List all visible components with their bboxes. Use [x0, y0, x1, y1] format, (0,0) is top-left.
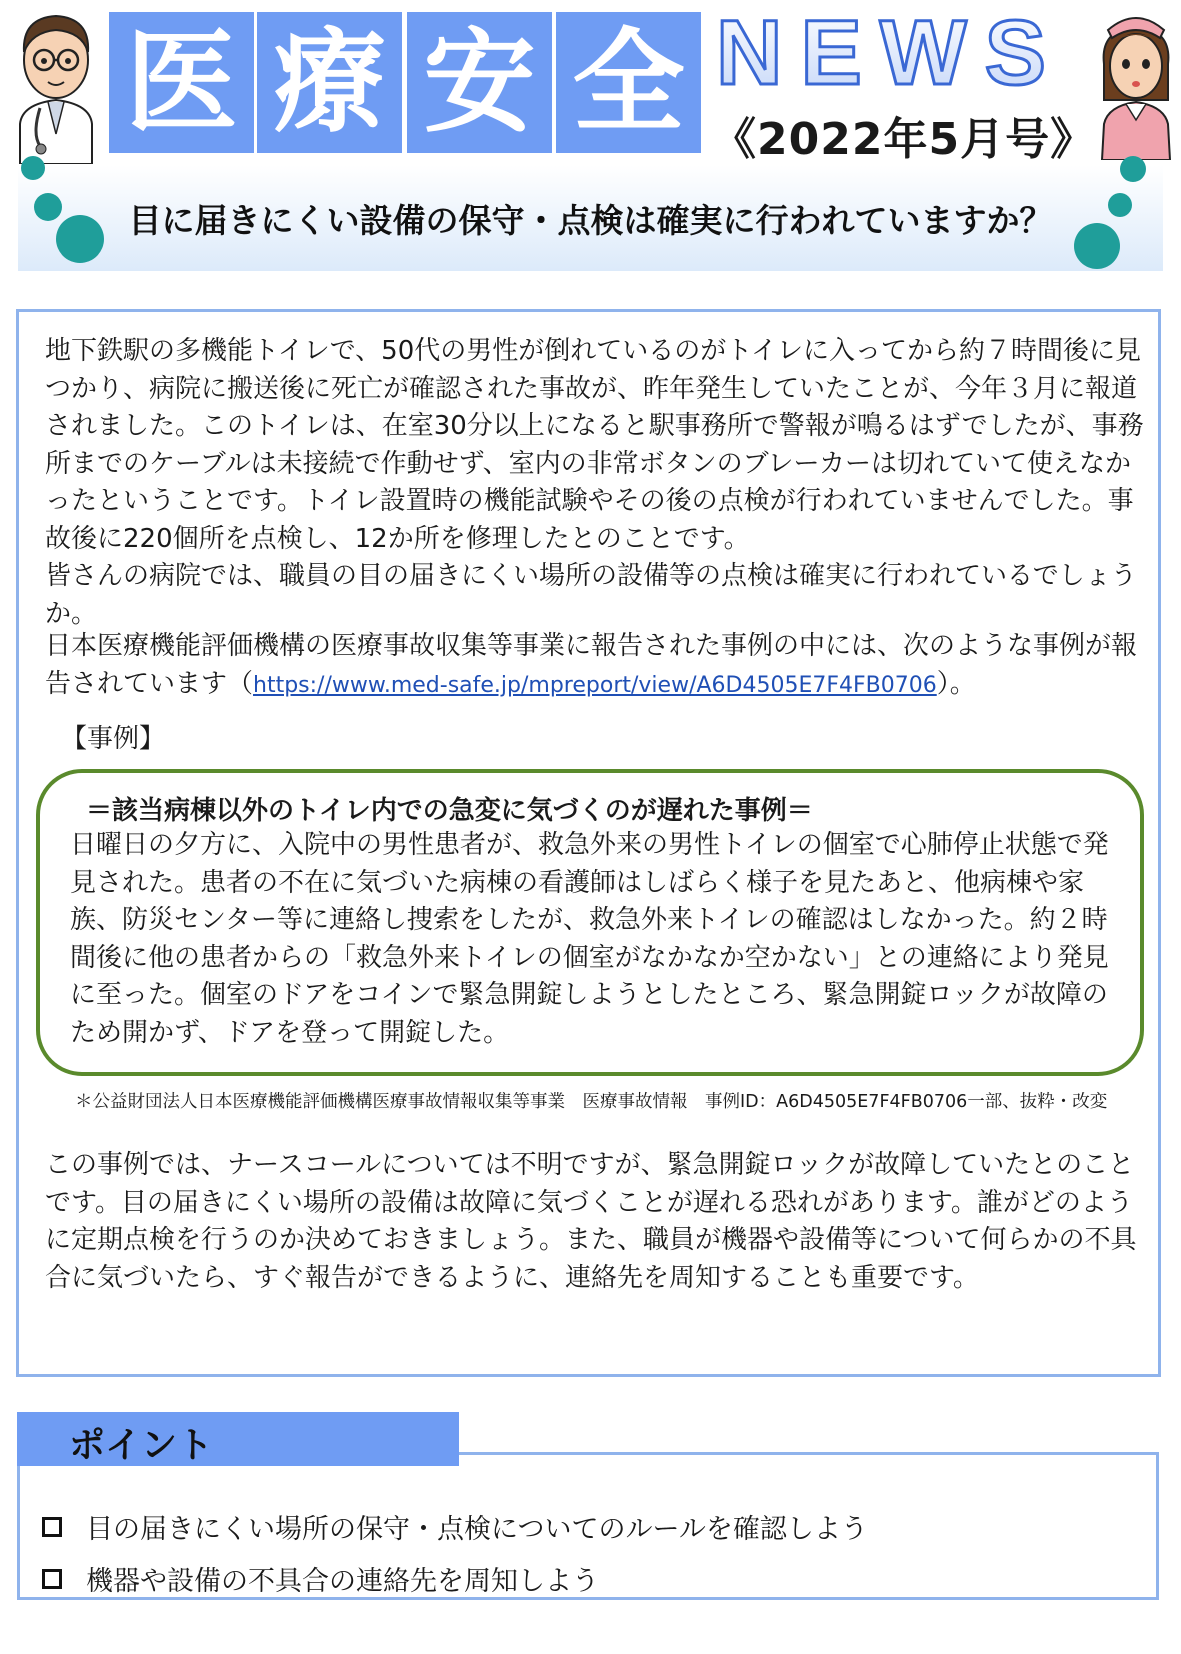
report-tail: ）。 — [936, 668, 976, 699]
title-kanji: 全 — [572, 17, 685, 148]
title-kanji-box — [257, 12, 402, 153]
point-tab — [17, 1412, 459, 1466]
title-kanji-box — [407, 12, 552, 153]
newsletter-header — [0, 0, 1181, 170]
point-text: 機器や設備の不具合の連絡先を周知しよう — [86, 1566, 599, 1597]
intro-question: 皆さんの病院では、職員の目の届きにくい場所の設備等の点検は確実に行われているでしょうか。 — [45, 561, 1137, 629]
report-paragraph — [45, 628, 1145, 704]
point-item — [42, 1559, 599, 1598]
teal-dot-decoration — [21, 156, 45, 180]
case-title: ＝該当病棟以外のトイレ内での急変に気づくのが遅れた事例＝ — [86, 796, 813, 826]
intro-paragraph — [45, 333, 1145, 633]
headline: 目に届きにくい設備の保守・点検は確実に行われていますか？ — [128, 201, 1053, 240]
title-kanji-box — [556, 12, 701, 153]
case-label: 【事例】 — [61, 724, 166, 754]
title-kanji-box — [109, 12, 254, 153]
point-heading: ポイント — [69, 1425, 214, 1466]
title-kanji: 安 — [423, 17, 536, 148]
report-lead: 日本医療機能評価機構の医療事故収集等事業に報告された事例の中には、次のような事例が報告されています（ — [45, 631, 1138, 699]
article-box — [16, 309, 1161, 1377]
point-item — [42, 1507, 868, 1546]
title-kanji: 医 — [125, 17, 238, 148]
checkbox-icon — [42, 1569, 62, 1589]
doctor-illustration-icon — [10, 4, 102, 164]
point-box — [17, 1452, 1159, 1600]
headline-band — [18, 165, 1163, 271]
teal-dot-decoration — [1120, 156, 1146, 182]
case-report-link[interactable]: https://www.med-safe.jp/mpreport/view/A6D4505E7F4FB0706 — [253, 672, 937, 698]
point-text: 目の届きにくい場所の保守・点検についてのルールを確認しよう — [86, 1514, 868, 1545]
nurse-illustration-icon — [1094, 4, 1178, 160]
case-body: 日曜日の夕方に、入院中の男性患者が、救急外来の男性トイレの個室で心肺停止状態で発見された。患者の不在に気づいた病棟の看護師はしばらく様子を見たあと、他病棟や家族、防災センター等に連絡し捜索をしたが、救急外来トイレの確認はしなかった。約２時間後に他の患者からの「救急外来トイレの個室がなかなか空かない」との連絡により発見に至った。個室のドアをコインで緊急開錠しようとしたところ、緊急開錠ロックが故障のため開かず、ドアを登って開錠した。 — [70, 830, 1109, 1048]
intro-text: 地下鉄駅の多機能トイレで、50代の男性が倒れているのがトイレに入ってから約７時間後に見つかり、病院に搬送後に死亡が確認された事故が、昨年発生していたことが、今年３月に報道されました。このトイレは、在室30分以上になると駅事務所で警報が鳴るはずでしたが、事務所までのケーブルは未接続で作動せず、室内の非常ボタンのブレーカーは切れていて使えなかったということです。トイレ設置時の機能試験やその後の点検が行われていませんでした。事故後に220個所を点検し、12か所を修理したとのことです。 — [45, 336, 1144, 554]
issue-date: 《2022年5月号》 — [712, 114, 1096, 165]
news-text: NEWS — [716, 6, 1064, 96]
conclusion-paragraph: この事例では、ナースコールについては不明ですが、緊急開錠ロックが故障していたとのことです。目の届きにくい場所の設備は故障に気づくことが遅れる恐れがあります。誰がどのように定期点検を行うのか決めておきましょう。また、職員が機器や設備等について何らかの不具合に気づいたら、すぐ報告ができるように、連絡先を周知することも重要です。 — [45, 1150, 1137, 1293]
source-note: ＊公益財団法人日本医療機能評価機構医療事故情報収集等事業 医療事故情報 事例ID：A6D4505E7F4FB0706一部、抜粋・改変 — [75, 1092, 1108, 1112]
title-kanji: 療 — [273, 17, 386, 148]
news-wordmark — [700, 6, 1080, 96]
case-box — [36, 769, 1144, 1076]
checkbox-icon — [42, 1517, 62, 1537]
